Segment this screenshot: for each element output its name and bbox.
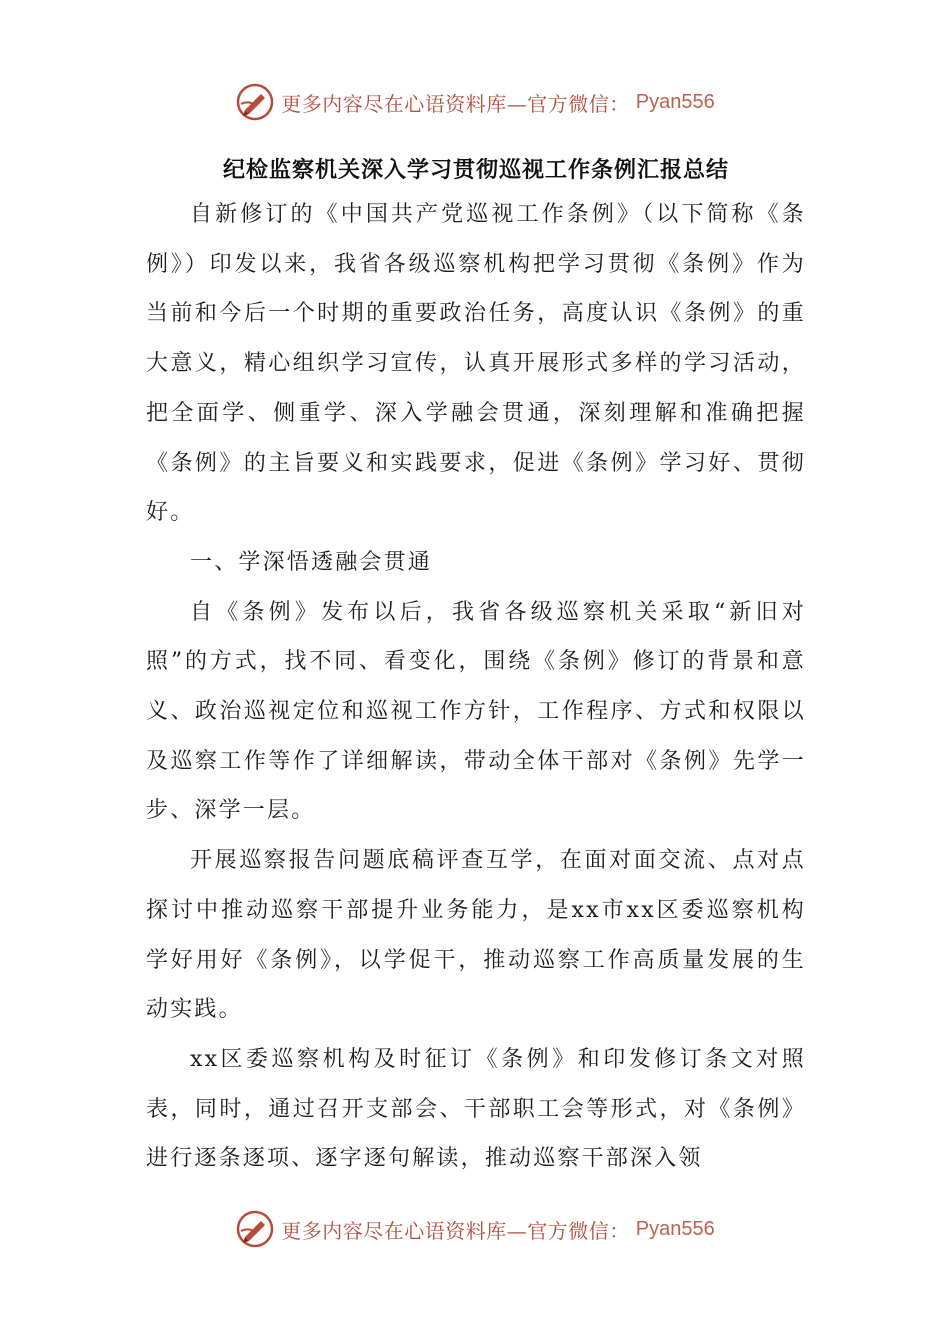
pen-logo-icon — [235, 1209, 275, 1249]
paragraph-intro: 自新修订的《中国共产党巡视工作条例》（以下简称《条例》）印发以来，我省各级巡察机构把学习贯彻《条例》作为当前和今后一个时期的重要政治任务，高度认识《条例》的重大意义，精心组织学习宣传，认真开展形式多样的学习活动，把全面学、侧重学、深入学融会贯通，深刻理解和准确把握《条例》的主旨要义和实践要求，促进《条例》学习好、贯彻好。 — [146, 202, 806, 526]
banner-text: 更多内容尽在心语资料库—官方微信： — [281, 91, 630, 116]
paragraph-body: 开展巡察报告问题底稿评查互学，在面对面交流、点对点探讨中推动巡察干部提升业务能力，是xx市xx区委巡察机构学好用好《条例》，以学促干，推动巡察工作高质量发展的生动实践。 — [146, 848, 806, 1023]
paragraph-body: 自《条例》发布以后，我省各级巡察机关采取“新旧对照”的方式，找不同、看变化，围绕《条例》修订的背景和意义、政治巡视定位和巡视工作方针，工作程序、方式和权限以及巡察工作等作了详细解读，带动全体干部对《条例》先学一步、深学一层。 — [146, 599, 806, 824]
pen-logo-icon — [235, 82, 275, 122]
section-heading: 一、学深悟透融会贯通 — [190, 549, 433, 575]
document-title: 纪检监察机关深入学习贯彻巡视工作条例汇报总结 — [222, 157, 729, 183]
footer-watermark-banner — [0, 1207, 950, 1251]
banner-text: 更多内容尽在心语资料库—官方微信： — [281, 1218, 630, 1243]
paragraph-body: xx区委巡察机构及时征订《条例》和印发修订条文对照表，同时，通过召开支部会、干部职工会等形式，对《条例》进行逐条逐项、逐字逐句解读，推动巡察干部深入领 — [146, 1046, 806, 1172]
document-body — [146, 150, 806, 1184]
wechat-id: Pyan556 — [635, 90, 715, 113]
wechat-id: Pyan556 — [635, 1217, 715, 1240]
header-watermark-banner — [0, 80, 950, 124]
